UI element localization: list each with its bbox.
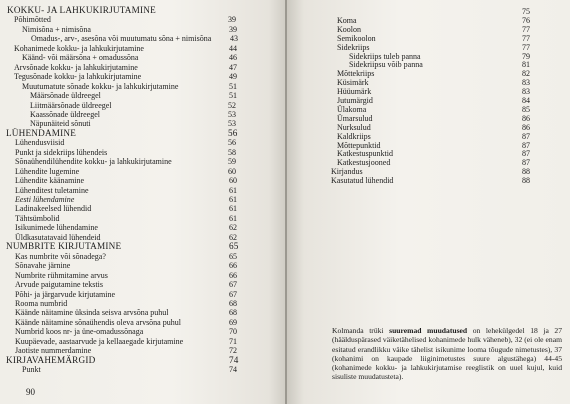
toc-entry-title: Sidekriips tuleb panna <box>349 51 421 61</box>
edition-note <box>332 326 562 382</box>
toc-entry-page: 67 <box>229 280 237 290</box>
toc-entry-title: Lühendite käänamine <box>15 176 85 186</box>
toc-entry-title: KIRJAVAHEMÄRGID <box>6 354 96 365</box>
toc-entry-title: Katkestusjooned <box>337 158 391 168</box>
toc-entry-page: 74 <box>229 354 239 365</box>
toc-entry-page: 86 <box>522 122 530 132</box>
toc-entry-title: Põhimõtted <box>14 15 51 25</box>
toc-entry-page: 84 <box>522 96 530 105</box>
toc-entry-title: Lühendusviisid <box>15 138 65 148</box>
toc-entry-page: 87 <box>522 140 530 150</box>
toc-entry-title: Arvsõnade kokku- ja lahkukirjutamine <box>14 62 138 72</box>
toc-entry-title: Numbrid koos nr- ja üne-omadussõnaga <box>15 327 144 337</box>
toc-entry-page: 61 <box>229 185 237 195</box>
toc-entry-title: Kirjandus <box>331 167 363 177</box>
toc-entry-title: Käände näitamine sõnaühendis oleva arvsõna puhul <box>15 317 181 327</box>
toc-entry-title: Ladinakeelsed lühendid <box>15 204 92 214</box>
toc-entry-page: 87 <box>522 131 530 141</box>
toc-entry-page: 61 <box>229 195 237 204</box>
toc-entry-page: 60 <box>229 176 237 186</box>
toc-entry-page: 67 <box>229 289 237 299</box>
toc-entry-page: 44 <box>229 43 237 53</box>
toc-entry-page: 66 <box>229 261 237 271</box>
toc-entry-title: Kohanimede kokku- ja lahkukirjutamine <box>14 43 144 53</box>
toc-entry-page: 72 <box>229 346 237 356</box>
toc-entry-page: 87 <box>522 149 530 159</box>
toc-entry-title: Jaotiste nummerdamine <box>15 346 92 356</box>
toc-entry-page: 59 <box>228 157 236 167</box>
toc-entry-title: Hüüumärk <box>337 87 372 97</box>
toc-entry-title: Arvude paigutamine tekstis <box>15 280 103 290</box>
toc-entry-page: 47 <box>229 62 237 72</box>
toc-entry-title: Semikoolon <box>337 33 376 43</box>
toc-entry-page: 77 <box>522 24 530 34</box>
note-bold: suuremad muudatused <box>389 326 468 335</box>
page-number: 90 <box>26 387 35 397</box>
toc-entry-page: 79 <box>522 51 530 61</box>
toc-entry-page: 71 <box>229 336 237 346</box>
toc-entry-page: 74 <box>229 365 237 375</box>
toc-entry-title: Eesti lühendamine <box>15 195 75 204</box>
toc-entry-page: 51 <box>229 81 237 91</box>
toc-entry-page: 43 <box>230 34 238 44</box>
toc-entry-title: Rooma numbrid <box>15 298 68 308</box>
toc-entry-title: Numbrite rühmitamine arvus <box>15 270 108 280</box>
toc-entry-page: 81 <box>522 60 530 70</box>
toc-entry-page: 52 <box>228 100 236 110</box>
toc-entry-title: Katkestuspunktid <box>337 149 393 159</box>
toc-entry-page: 88 <box>522 176 530 186</box>
note-rest: on lehekülgedel 18 ja 27 (häälduspärased väiketähelised kohanimede hulk väheneb), 32 (ei ole enam esitatud erandlikku väike tähelist isikunime looma tõugude nimetustes), 37 (kohanimi on kaupade liiginimetustes suure algustähega) 44-45 (kohanimede kokku- ja lahkukirjutamise reeglistik on uuel kujul, kuid sisuliste muudatusteta). <box>332 326 562 382</box>
toc-entry-page: 68 <box>229 308 237 318</box>
toc-entry-page: 60 <box>228 166 236 176</box>
toc-entry-title: Koma <box>337 15 357 25</box>
toc-entry-page: 58 <box>228 147 236 157</box>
toc-entry-page: 83 <box>522 78 530 88</box>
toc-entry-title: Omadus-, arv-, asesõna või muutumatu sõna + nimisõna <box>31 34 212 44</box>
toc-entry-title: Nimisõna + nimisõna <box>22 24 91 34</box>
toc-entry-title: Sõnaühendilühendite kokku- ja lahkukirjutamine <box>15 157 172 167</box>
toc-entry-page: 75 <box>522 7 530 16</box>
toc-entry-title: Sidekriipsu võib panna <box>349 60 423 70</box>
toc-entry-title: Isikunimede lühendamine <box>15 223 98 233</box>
toc-entry-page: 53 <box>228 109 236 119</box>
toc-entry-page: 61 <box>229 213 237 223</box>
toc-entry-page: 53 <box>228 119 236 129</box>
toc-entry-page: 82 <box>522 69 530 79</box>
toc-entry-title: Jutumärgid <box>337 96 373 105</box>
toc-entry-title: Ümarsulud <box>337 113 373 123</box>
toc-entry-page: 65 <box>229 241 239 252</box>
toc-entry-title: Mõttepunktid <box>337 140 381 150</box>
toc-entry-title: KOKKU- JA LAHKUKIRJUTAMINE <box>7 5 156 15</box>
toc-entry-page: 70 <box>229 327 237 337</box>
toc-entry-title: Kasutatud lühendid <box>331 176 394 186</box>
toc-entry-page: 39 <box>228 15 236 25</box>
toc-entry-page: 77 <box>522 33 530 43</box>
toc-entry-title: Punkt ja sidekriips lühendeis <box>15 147 108 157</box>
toc-entry-title: Määrsõnade üldreegel <box>30 91 101 101</box>
toc-entry-title: Koolon <box>337 24 361 34</box>
toc-entry-title: Tegusõnade kokku- ja lahkukirjutamine <box>14 72 142 82</box>
toc-entry-title: Mõttekriips <box>337 69 375 79</box>
toc-entry-page: 66 <box>229 270 237 280</box>
toc-entry-title: Üldkasutatavaid lühendeid <box>15 232 101 242</box>
toc-entry-title: Muutumatute sõnade kokku- ja lahkukirjutamine <box>22 81 179 91</box>
toc-entry-title: Küsimärk <box>337 78 369 88</box>
toc-entry-page: 88 <box>522 167 530 177</box>
toc-entry-page: 87 <box>522 158 530 168</box>
toc-entry-title: Põhi- ja järgarvude kirjutamine <box>15 289 116 299</box>
toc-entry-page: 46 <box>229 53 237 63</box>
toc-entry-title: Tähtsümbolid <box>15 213 60 223</box>
toc-entry-title: Ülakoma <box>337 104 367 114</box>
toc-entry-page: 83 <box>522 87 530 97</box>
toc-entry-title: Liitmäärsõnade üldreegel <box>30 100 112 110</box>
toc-entry-page: 56 <box>228 138 236 148</box>
toc-entry-title: NUMBRITE KIRJUTAMINE <box>6 241 122 252</box>
toc-entry-page: 69 <box>229 317 237 327</box>
toc-entry-page: 51 <box>229 91 237 101</box>
toc-entry-title: Punkt <box>22 365 41 375</box>
toc-entry-page: 65 <box>229 251 237 261</box>
toc-entry-title: Käänd- või määrsõna + omadussõna <box>22 53 139 63</box>
toc-entry-page: 39 <box>229 24 237 34</box>
toc-entry-title: Lühenditest tuletamine <box>15 185 89 195</box>
toc-entry-page: 76 <box>522 15 530 25</box>
toc-entry-page: 62 <box>229 223 237 233</box>
toc-entry-title: Lühendite lugemine <box>15 166 80 176</box>
toc-entry-page: 77 <box>522 42 530 52</box>
toc-entry-page: 85 <box>522 104 530 114</box>
toc-entry-title: LÜHENDAMINE <box>6 127 77 138</box>
toc-entry-title: Kas numbrite või sõnadega? <box>15 251 106 261</box>
toc-entry-title: Käände näitamine üksinda seisva arvsõna puhul <box>15 308 169 318</box>
toc-entry-page: 62 <box>229 232 237 242</box>
toc-entry-title: Näpunäiteid sõnuti <box>30 119 91 129</box>
toc-entry-title: Sidekriips <box>337 42 370 52</box>
toc-entry-title: Kuupäevade, aastaarvude ja kellaaegade kirjutamine <box>15 336 184 346</box>
toc-entry-page: 49 <box>229 72 237 82</box>
toc-entry-title: Kaassõnade üldreegel <box>30 109 100 119</box>
note-intro: Kolmanda trüki <box>332 326 384 335</box>
toc-entry-page: 56 <box>228 127 238 138</box>
toc-entry-page: 86 <box>522 113 530 123</box>
toc-entry-page: 61 <box>229 204 237 214</box>
toc-entry-page: 68 <box>229 298 237 308</box>
toc-entry-title: Nurksulud <box>337 122 371 132</box>
toc-entry-title: Sõnavahe järnine <box>15 261 71 271</box>
toc-entry-title: Kaldkriips <box>337 131 371 141</box>
